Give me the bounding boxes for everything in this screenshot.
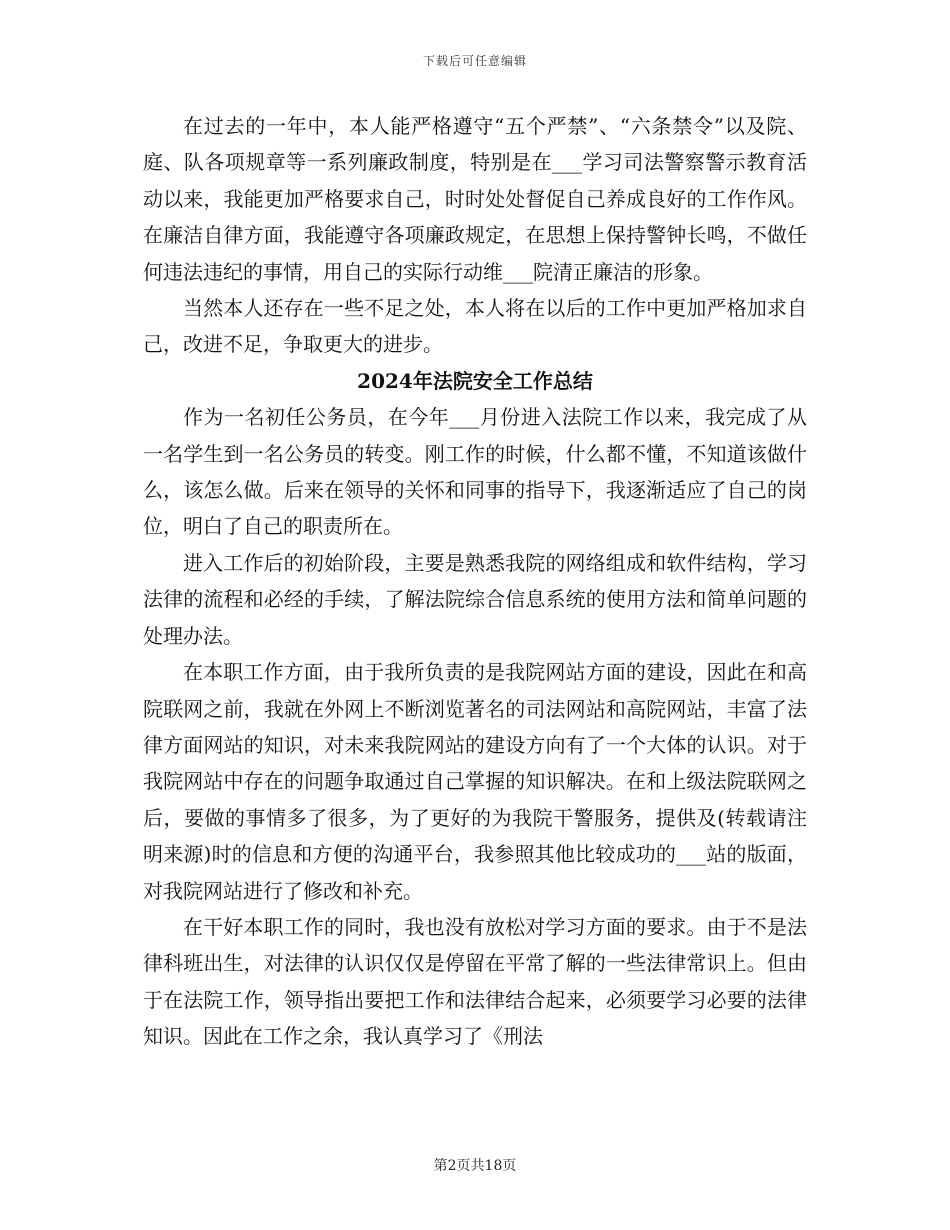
paragraph-intro: 作为一名初任公务员，在今年___月份进入法院工作以来，我完成了从一名学生到一名公务员的转变。刚工作的时候，什么都不懂，不知道该做什么，该怎么做。后来在领导的关怀和同事的指导下，我逐渐适应了自己的岗位，明白了自己的职责所在。 <box>143 405 807 539</box>
section-title: 2024年法院安全工作总结 <box>357 368 593 393</box>
paragraph-integrity: 在过去的一年中，本人能严格遵守“五个严禁”、“六条禁令”以及院、庭、队各项规章等一系列廉政制度，特别是在___学习司法警察警示教育活动以来，我能更加严格要求自己，时时处处督促自己养成良好的工作作风。在廉洁自律方面，我能遵守各项廉政规定，在思想上保持警钟长鸣，不做任何违法违纪的事情，用自己的实际行动维___院清正廉洁的形象。 <box>143 114 807 284</box>
document-body <box>143 108 807 1055</box>
paragraph-shortcomings: 当然本人还存在一些不足之处，本人将在以后的工作中更加严格加求自己，改进不足，争取更大的进步。 <box>143 296 807 357</box>
page-number: 第2页共18页 <box>433 1158 517 1174</box>
page-header-note: 下载后可任意编辑 <box>422 54 527 68</box>
paragraph-website-work: 在本职工作方面，由于我所负责的是我院网站方面的建设，因此在和高院联网之前，我就在外网上不断浏览著名的司法网站和高院网站，丰富了法律方面网站的知识，对未来我院网站的建设方向有了一个大体的认识。对于我院网站中存在的问题争取通过自己掌握的知识解决。在和上级法院联网之后，要做的事情多了很多，为了更好的为我院干警服务，提供及(转载请注明来源)时的信息和方便的沟通平台，我参照其他比较成功的___站的版面，对我院网站进行了修改和补充。 <box>143 660 807 903</box>
paragraph-study: 在干好本职工作的同时，我也没有放松对学习方面的要求。由于不是法律科班出生，对法律的认识仅仅是停留在平常了解的一些法律常识上。但由于在法院工作，领导指出要把工作和法律结合起来，必须要学习必要的法律知识。因此在工作之余，我认真学习了《刑法 <box>143 914 807 1049</box>
paragraph-initial-stage: 进入工作后的初始阶段，主要是熟悉我院的网络组成和软件结构，学习法律的流程和必经的手续，了解法院综合信息系统的使用方法和简单问题的处理办法。 <box>143 550 807 648</box>
